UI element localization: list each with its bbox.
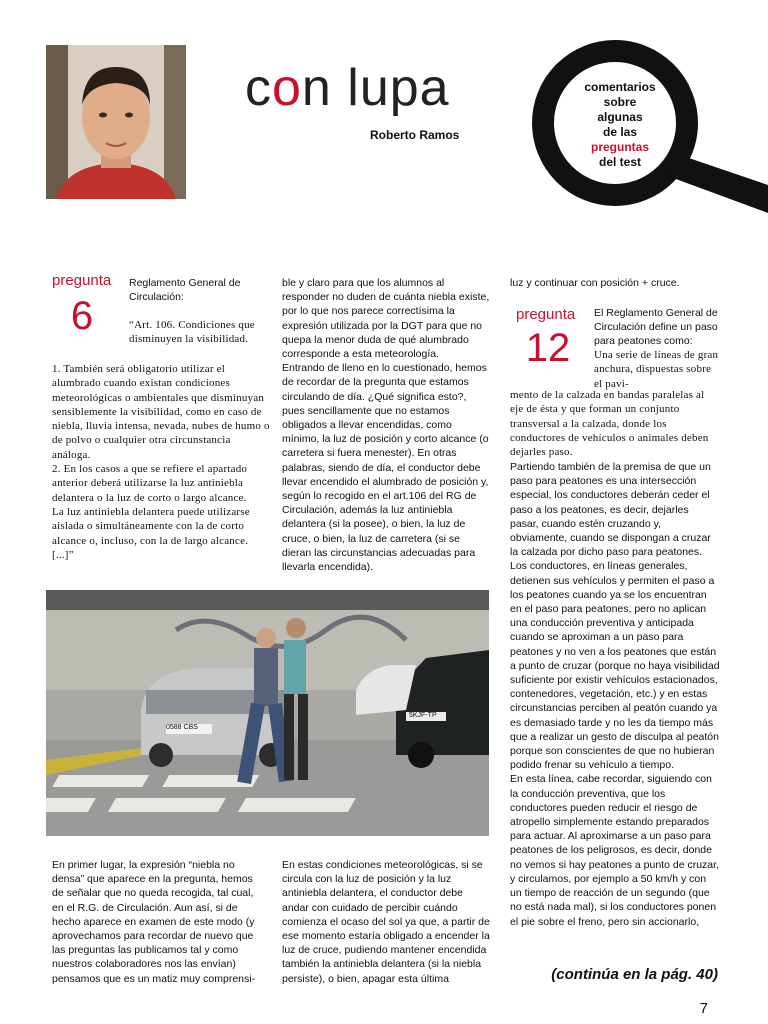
continues-on-page-note: (continúa en la pág. 40) xyxy=(551,966,718,983)
question-6-label: pregunta xyxy=(52,272,112,289)
author-photo xyxy=(46,45,186,199)
question-12-body-text: Partiendo también de la premisa de que un paso para peatones es una intersección especial, los conductores deberán ceder el paso a los peatones, es decir, dejarles pasar, cuando estén cruzando y, obviamente, cuando se dispongan a cruzar la calzada por dicho paso para peatones. Los conductores, en líneas generales, detienen sus vehículos y permiten el paso a los peatones cuando ya se los encuentran en el paso para peatones, pero no aplican una conducción preventiva y anticipada cuando se aproximan a un paso para peatones y no ven a los peatones que están a punto de cruzar (porque no haya visibilidad suficiente por existir vehículos estacionados, contenedores, vegetación, etc.) y en estas circunstancias perciben al peatón cuando ya es demasiado tarde y no les da tiempo más que a realizar un gesto de disculpa al peatón porque son conscientes de que no hubieran podido frenar su vehículo a tiempo. En esta línea, cabe recordar, siguiendo con la conducción preventiva, que los conductores pueden reducir el riesgo de atropello simplemente estando preparados para actuar. Al aproximarse a un paso para peatones de los peligrosos, es decir, donde no vemos si hay peatones a punto de cruzar, y circulamos, por ejemplo a 50 km/h y con un tiempo de reacción de un segundo (que no está nada mal), si los conductores ponen el pie sobre el freno, pero sin accionarlo, xyxy=(510,461,720,928)
right-car-plate: 5KJF-TP xyxy=(409,712,437,719)
author-name: Roberto Ramos xyxy=(370,128,460,142)
column-title: con lupa xyxy=(245,59,450,117)
page-number: 7 xyxy=(699,1000,708,1017)
question-6-intro: Reglamento General de Circulación: xyxy=(129,277,241,304)
question-12-definition-rest: mento de la calzada en bandas paralelas al eje de ésta y que forman un conjunto transversal a la calzada, donde los conductores de vehículos o animales deben dejarles paso. xyxy=(510,389,709,459)
column-2-bottom-text: En estas condiciones meteorológicas, si se circula con la luz de posición y la luz antiniebla delantera, el conductor debe andar con cuidado de percibir cuándo comienza el ocaso del sol ya que, a partir de ese momento estaría obligado a encender la luz de cruce, pudiendo mantener encendida también la antiniebla delantera (si la niebla persiste), o bien, apagar esta última xyxy=(282,859,490,985)
question-6-quote-start: “Art. 106. Condiciones que disminuyen la visibilidad. xyxy=(129,319,255,346)
question-6-number: 6 xyxy=(70,294,94,338)
question-12-intro: El Reglamento General de Circulación define un paso para peatones como: xyxy=(594,307,718,348)
left-car-plate: 0588 CBS xyxy=(166,724,198,731)
magnifier-caption: comentarios sobre algunas de las preguntas del test xyxy=(584,80,656,169)
question-12-definition-start: Una serie de líneas de gran anchura, dispuestas sobre el pavi- xyxy=(594,349,719,390)
column-2-top-text: ble y claro para que los alumnos al responder no duden de cuánta niebla existe, por lo que nos parece correctísima la expresión utilizada por la DGT para que no quepa la menor duda de qué alumbrado corresponde a esta meteorología. Entrando de lleno en lo cuestionado, hemos de recordar de la pregunta que estamos circulando de día. ¿Qué significa esto?, pues sencillamente que no estamos obligados a llevar encendidas, como mínimo, la luz de posición y corto alcance (o carretera si fuera menester). En otras palabras, siendo de día, el conductor debe llevar encendido el alumbrado de posición y, según lo recogido en el art.106 del RG de Circulación, además la luz antiniebla delantera (si la posee), o bien, la luz de cruce, o bien, la luz de carretera (si se dieran las circunstancias adecuadas para llevarla encendida). xyxy=(282,277,490,574)
column-3-top-text: luz y continuar con posición + cruce. xyxy=(510,277,680,289)
question-12-number: 12 xyxy=(525,326,571,370)
question-12-label: pregunta xyxy=(516,306,576,323)
question-6-regulation-text: 1. También será obligatorio utilizar el alumbrado cuando existan condiciones meteorológicas o ambientales que disminuyan sensiblemente la visibilidad, como en caso de niebla, lluvia intensa, nevada, nubes de humo o de polvo o cualquier otra circunstancia análoga. 2. En los casos a que se refiere el apartado anterior deberá utilizarse la luz antiniebla delantera o la luz de corto o largo alcance. La luz antiniebla delantera puede utilizarse aislada o simultáneamente con la de corto alcance o, incluso, con la de largo alcance. [...]” xyxy=(52,363,270,561)
column-1-bottom-text: En primer lugar, la expresión “niebla no densa” que aparece en la pregunta, hemos de señalar que no queda recogida, tal cual, en el R.G. de Circulación. Aun así, si de hecho aparece en examen de este modo (y aprovechamos para recordar de nuevo que las preguntas las publicamos tal y como nuestros colaboradores nos las envían) pensamos que es un matiz muy comprensi- xyxy=(52,859,256,985)
